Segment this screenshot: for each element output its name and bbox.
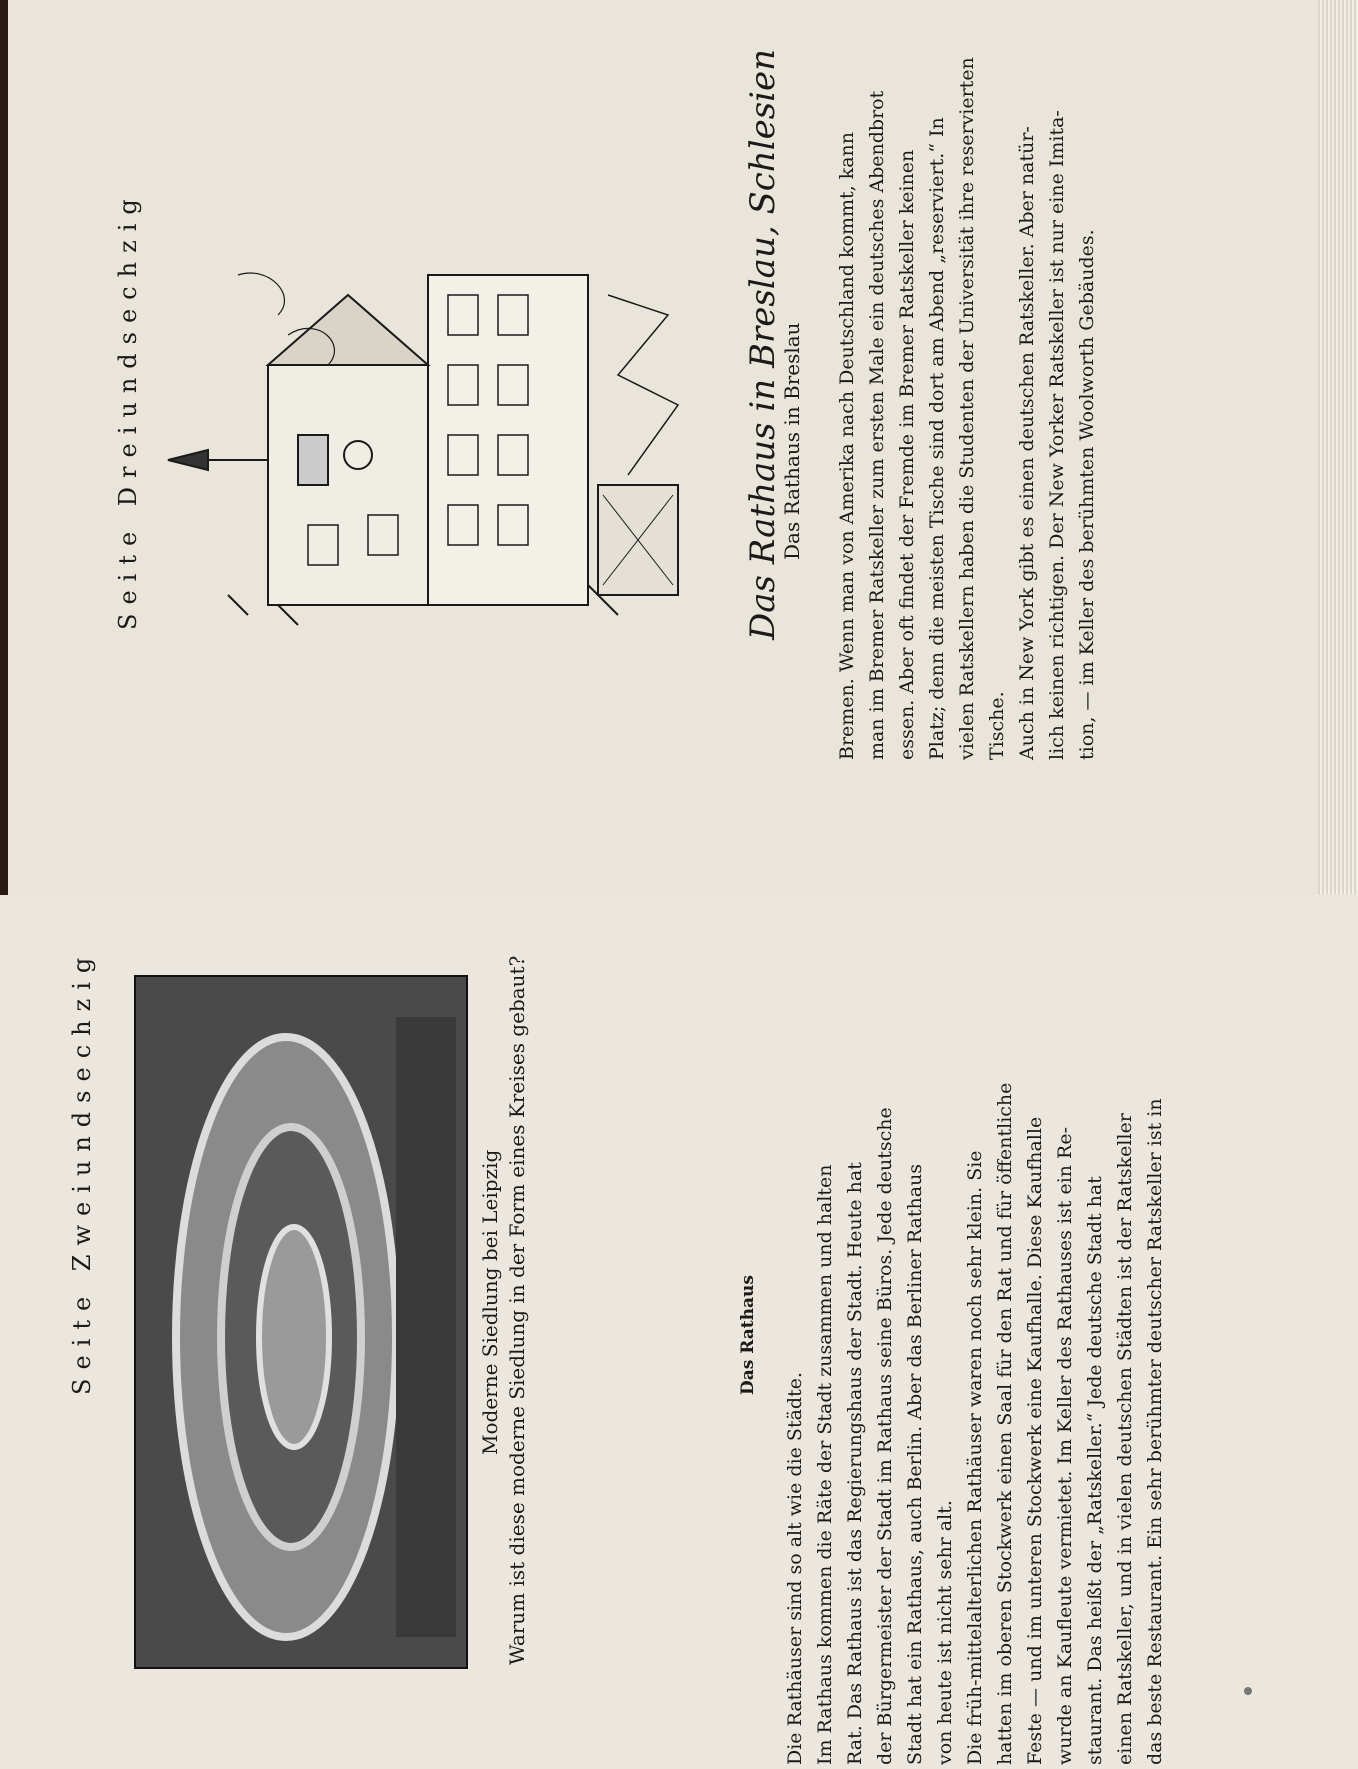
text-line: Im Rathaus kommen die Räte der Stadt zusammen und halten xyxy=(814,1164,836,1765)
text-line: Die früh-mittelalterlichen Rathäuser waren noch sehr klein. Sie xyxy=(964,1150,986,1765)
text-line: von heute ist nicht sehr alt. xyxy=(934,1500,956,1765)
text-line: staurant. Das heißt der „Ratskeller.“ Jede deutsche Stadt hat xyxy=(1084,1176,1106,1765)
photo-caption-1: Moderne Siedlung bei Leipzig xyxy=(478,1149,502,1455)
text-line: essen. Aber oft findet der Fremde im Bremer Ratskeller keinen xyxy=(896,149,918,760)
right-page-text xyxy=(832,57,1102,760)
text-line: Bremen. Wenn man von Amerika nach Deutschland kommt, kann xyxy=(836,131,858,760)
text-line: wurde an Kaufleute vermietet. Im Keller des Rathauses ist ein Re- xyxy=(1054,1126,1076,1765)
text-line: vielen Ratskellern haben die Studenten der Universität ihre reservierten xyxy=(956,57,978,760)
text-line: tion, — im Keller des berühmten Woolworth Gebäudes. xyxy=(1076,229,1098,760)
text-line: lich keinen richtigen. Der New Yorker Ratskeller ist nur eine Imita- xyxy=(1046,110,1068,760)
page-header-right: Seite Dreiundsechzig xyxy=(114,190,142,630)
text-line: Rat. Das Rathaus ist das Regierungshaus der Stadt. Heute hat xyxy=(844,1162,866,1765)
text-line: einen Ratskeller, und in vielen deutschen Städten ist der Ratskeller xyxy=(1114,1113,1136,1765)
settlement-photo xyxy=(134,975,468,1669)
text-line: der Bürgermeister der Stadt im Rathaus seine Büros. Jede deutsche xyxy=(874,1107,896,1765)
text-line: Die Rathäuser sind so alt wie die Städte. xyxy=(784,1372,806,1765)
page-edge xyxy=(1318,0,1358,898)
paper-speck xyxy=(1244,1687,1252,1695)
text-line: Tische. xyxy=(986,691,1008,760)
text-line: hatten im oberen Stockwerk einen Saal für den Rat und für öffentliche xyxy=(994,1082,1016,1765)
page-header-left: Seite Zweiundsechzig xyxy=(68,948,96,1395)
text-line: Auch in New York gibt es einen deutschen Ratskeller. Aber natür- xyxy=(1016,126,1038,760)
text-line: das beste Restaurant. Ein sehr berühmter deutscher Ratskeller ist in xyxy=(1144,1098,1166,1765)
photo-caption-2: Warum ist diese moderne Siedlung in der Form eines Kreises gebaut? xyxy=(505,955,529,1665)
right-page xyxy=(8,0,1358,900)
text-line: Feste — und im unteren Stockwerk eine Kaufhalle. Diese Kaufhalle xyxy=(1024,1116,1046,1765)
text-line: Platz; denn die meisten Tische sind dort am Abend „reserviert.“ In xyxy=(926,117,948,760)
text-line: man im Bremer Ratskeller zum ersten Male ein deutsches Abendbrot xyxy=(866,90,888,760)
drawing-caption: Das Rathaus in Breslau xyxy=(780,322,804,560)
left-page xyxy=(0,895,1358,1769)
text-line: Stadt hat ein Rathaus, auch Berlin. Aber das Berliner Rathaus xyxy=(904,1163,926,1765)
section-title: Das Rathaus xyxy=(738,1275,758,1395)
left-page-text xyxy=(780,1083,1170,1765)
town-hall-drawing xyxy=(148,255,768,655)
drawing-signature: Das Rathaus in Breslau, Schlesien xyxy=(743,48,783,640)
